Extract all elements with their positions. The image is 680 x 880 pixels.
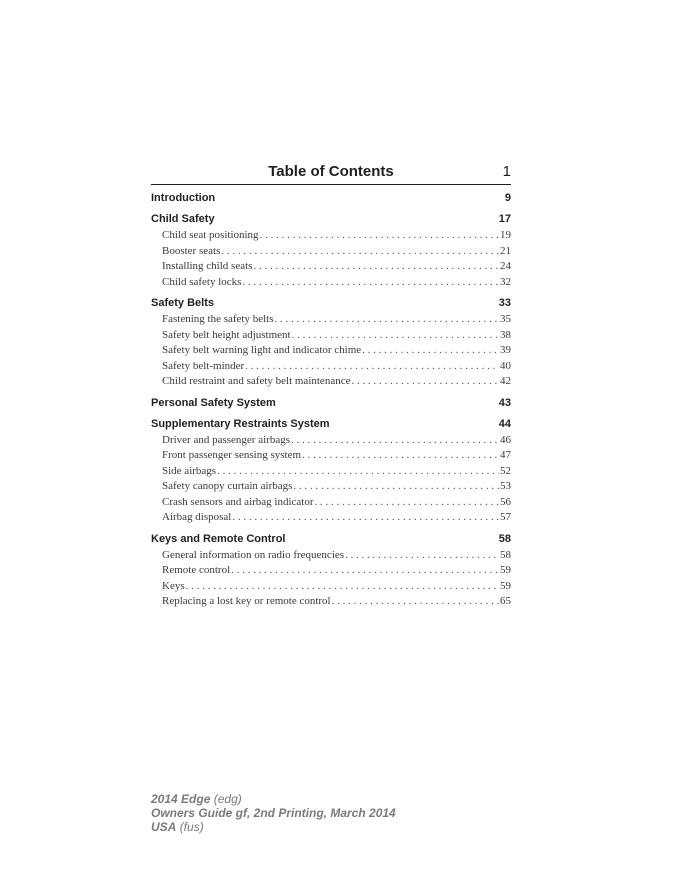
entry-page: 24 bbox=[500, 260, 511, 272]
dot-leader bbox=[293, 479, 499, 495]
toc-entry[interactable] bbox=[162, 433, 511, 449]
dot-leader bbox=[291, 433, 499, 449]
toc-section-supplementary-restraints bbox=[151, 417, 511, 526]
entry-page: 53 bbox=[500, 480, 511, 492]
dot-leader bbox=[242, 275, 499, 291]
toc-entry[interactable] bbox=[162, 563, 511, 579]
page-title: Table of Contents bbox=[268, 163, 394, 180]
dot-leader bbox=[345, 548, 499, 564]
footer-model-code: (edg) bbox=[213, 792, 242, 806]
section-page: 44 bbox=[498, 417, 511, 430]
entry-label: Replacing a lost key or remote control bbox=[162, 595, 331, 607]
entry-page: 21 bbox=[500, 244, 511, 257]
entry-page: 65 bbox=[500, 595, 511, 607]
footer-market: USA bbox=[151, 820, 177, 834]
entry-label: Safety belt-minder bbox=[162, 359, 245, 372]
entry-label: Side airbags bbox=[162, 464, 217, 477]
toc-entry[interactable] bbox=[162, 374, 511, 390]
entry-label: Driver and passenger airbags bbox=[162, 433, 290, 446]
entry-label: Safety belt warning light and indicator chime bbox=[162, 344, 362, 356]
section-title: Child Safety bbox=[151, 213, 215, 225]
toc-entry[interactable] bbox=[162, 244, 511, 260]
footer-printing: Owners Guide gf, 2nd Printing, March 2014 bbox=[151, 806, 396, 820]
toc-entry[interactable] bbox=[162, 495, 511, 511]
entry-page: 19 bbox=[500, 229, 511, 241]
entry-page: 57 bbox=[500, 511, 511, 523]
section-heading[interactable] bbox=[151, 212, 511, 227]
toc-entry[interactable] bbox=[162, 594, 511, 610]
toc-section-introduction bbox=[151, 191, 511, 206]
footer-line-model bbox=[151, 792, 396, 806]
section-title: Personal Safety System bbox=[151, 396, 276, 409]
entry-label: Installing child seats bbox=[162, 260, 253, 272]
entry-page: 40 bbox=[500, 359, 511, 372]
entry-page: 46 bbox=[500, 433, 511, 446]
dot-leader bbox=[332, 594, 499, 610]
table-of-contents bbox=[151, 160, 511, 610]
dot-leader bbox=[245, 359, 499, 375]
document-footer bbox=[151, 792, 396, 834]
entry-label: Crash sensors and airbag indicator bbox=[162, 495, 314, 508]
section-title: Safety Belts bbox=[151, 297, 214, 309]
entry-label: Front passenger sensing system bbox=[162, 449, 302, 461]
toc-entry[interactable] bbox=[162, 228, 511, 244]
entry-label: Child restraint and safety belt maintenance bbox=[162, 375, 351, 387]
entry-label: Keys bbox=[162, 579, 185, 592]
dot-leader bbox=[275, 312, 499, 328]
entry-label: Child seat positioning bbox=[162, 229, 259, 241]
entry-page: 32 bbox=[500, 275, 511, 288]
entry-page: 35 bbox=[500, 313, 511, 325]
dot-leader bbox=[292, 328, 499, 344]
entry-page: 39 bbox=[500, 344, 511, 356]
entry-page: 58 bbox=[500, 548, 511, 561]
toc-entry[interactable] bbox=[162, 479, 511, 495]
dot-leader bbox=[231, 563, 499, 579]
toc-entry[interactable] bbox=[162, 328, 511, 344]
dot-leader bbox=[260, 228, 499, 244]
entry-label: Child safety locks bbox=[162, 275, 242, 288]
entry-label: Airbag disposal bbox=[162, 511, 232, 523]
dot-leader bbox=[186, 579, 499, 595]
toc-section-safety-belts bbox=[151, 296, 511, 390]
dot-leader bbox=[315, 495, 499, 511]
section-heading[interactable] bbox=[151, 396, 511, 411]
footer-line-market bbox=[151, 820, 396, 834]
toc-entry[interactable] bbox=[162, 448, 511, 464]
toc-header bbox=[151, 160, 511, 185]
footer-market-code: (fus) bbox=[179, 820, 204, 834]
entry-label: Fastening the safety belts bbox=[162, 313, 274, 325]
section-title: Introduction bbox=[151, 192, 216, 204]
dot-leader bbox=[221, 244, 499, 260]
section-heading[interactable] bbox=[151, 191, 511, 206]
toc-entry[interactable] bbox=[162, 343, 511, 359]
entry-page: 56 bbox=[500, 495, 511, 508]
dot-leader bbox=[253, 259, 499, 275]
dot-leader bbox=[302, 448, 499, 464]
entry-label: Safety belt height adjustment bbox=[162, 328, 291, 341]
toc-entry[interactable] bbox=[162, 510, 511, 526]
entry-page: 59 bbox=[500, 579, 511, 592]
toc-section-keys-remote-control bbox=[151, 532, 511, 610]
entry-label: Remote control bbox=[162, 564, 231, 576]
page-number: 1 bbox=[502, 163, 511, 180]
section-page: 43 bbox=[498, 396, 511, 409]
section-heading[interactable] bbox=[151, 532, 511, 547]
section-page: 17 bbox=[498, 213, 511, 225]
section-heading[interactable] bbox=[151, 417, 511, 432]
footer-model: 2014 Edge bbox=[151, 792, 211, 806]
section-title: Supplementary Restraints System bbox=[151, 417, 330, 430]
dot-leader bbox=[362, 343, 499, 359]
section-page: 58 bbox=[498, 532, 511, 545]
toc-entry[interactable] bbox=[162, 579, 511, 595]
section-title: Keys and Remote Control bbox=[151, 532, 286, 545]
toc-entry[interactable] bbox=[162, 312, 511, 328]
section-heading[interactable] bbox=[151, 296, 511, 311]
toc-section-child-safety bbox=[151, 212, 511, 290]
toc-entry[interactable] bbox=[162, 548, 511, 564]
entry-page: 38 bbox=[500, 328, 511, 341]
dot-leader bbox=[232, 510, 499, 526]
entry-label: Booster seats bbox=[162, 244, 221, 257]
entry-label: General information on radio frequencies bbox=[162, 548, 345, 561]
toc-entry[interactable] bbox=[162, 359, 511, 375]
toc-section-personal-safety-system bbox=[151, 396, 511, 411]
entry-page: 42 bbox=[500, 375, 511, 387]
entry-page: 47 bbox=[500, 449, 511, 461]
dot-leader bbox=[217, 464, 499, 480]
entry-label: Safety canopy curtain airbags bbox=[162, 480, 293, 492]
toc-entry[interactable] bbox=[162, 275, 511, 291]
entry-page: 59 bbox=[500, 564, 511, 576]
section-page: 9 bbox=[504, 192, 511, 204]
toc-entry[interactable] bbox=[162, 259, 511, 275]
toc-entry[interactable] bbox=[162, 464, 511, 480]
section-page: 33 bbox=[498, 297, 511, 309]
dot-leader bbox=[351, 374, 499, 390]
entry-page: 52 bbox=[500, 464, 511, 477]
